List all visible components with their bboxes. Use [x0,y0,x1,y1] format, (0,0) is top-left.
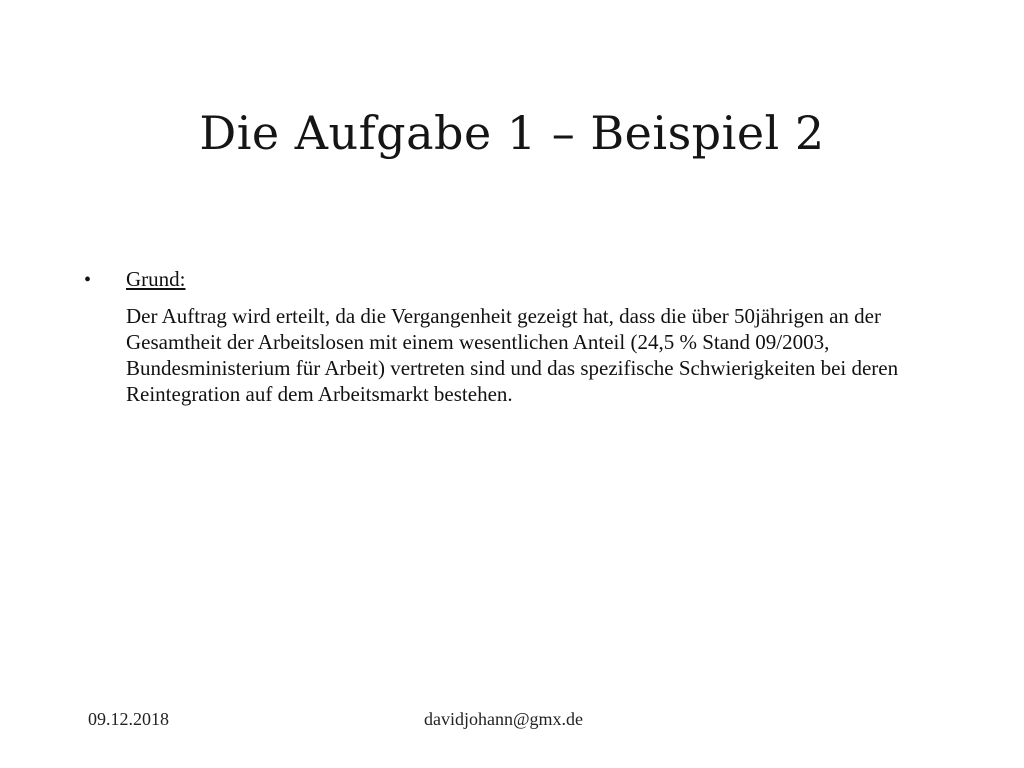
body-paragraph: Der Auftrag wird erteilt, da die Vergangenheit gezeigt hat, dass die über 50jährigen an der Gesamtheit der Arbeitslosen mit einem wesentlichen Anteil (24,5 % Stand 09/2003, Bundesministerium für Arbeit) vertreten sind und das spezifische Schwierigkeiten bei deren Reintegration auf dem Arbeitsmarkt bestehen. [126,304,899,406]
bullet-heading: Grund: [126,267,186,291]
slide-content [84,266,944,407]
bullet-icon: • [84,269,92,291]
bullet-item [84,266,944,293]
slide-title: Die Aufgabe 1 – Beispiel 2 [199,106,825,160]
footer-email: davidjohann@gmx.de [424,709,584,729]
footer-date: 09.12.2018 [88,709,169,729]
